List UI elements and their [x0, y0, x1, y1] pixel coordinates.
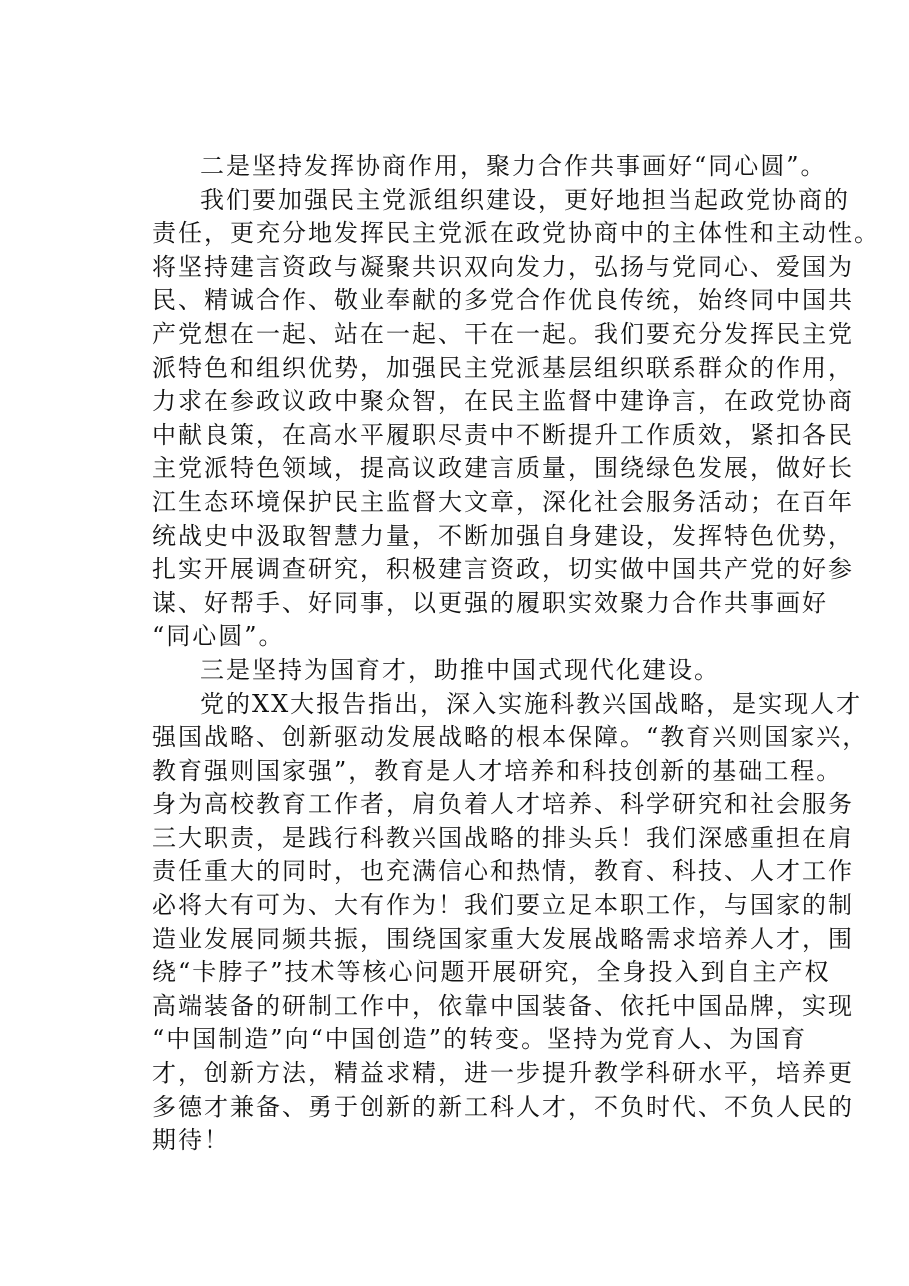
paragraph-line: 三大职责，是践行科教兴国战略的排头兵！我们深感重担在肩 [152, 823, 854, 852]
paragraph-line: “同心圆”。 [152, 622, 285, 651]
paragraph-line: 高端装备的研制工作中，依靠中国装备、依托中国品牌，实现 [152, 991, 854, 1020]
paragraph-line: “中国制造”向“中国创造”的转变。坚持为党育人、为国育 [152, 1025, 808, 1054]
paragraph-line: 身为高校教育工作者，肩负着人才培养、科学研究和社会服务 [152, 790, 854, 819]
paragraph-line: 绕“卡脖子”技术等核心问题开展研究，全身投入到自主产权 [152, 958, 831, 987]
paragraph-line: 期待！ [152, 1126, 230, 1155]
paragraph-line: 强国战略、创新驱动发展战略的根本保障。“教育兴则国家兴， [152, 723, 869, 752]
paragraph-line: 力求在参政议政中聚众智，在民主监督中建诤言，在政党协商 [152, 387, 854, 416]
paragraph-line: 谋、好帮手、好同事，以更强的履职实效聚力合作共事画好 [152, 588, 828, 617]
section-heading-3: 三是坚持为国育才，助推中国式现代化建设。 [200, 655, 720, 684]
paragraph-line: 派特色和组织优势，加强民主党派基层组织联系群众的作用， [152, 353, 854, 382]
paragraph-line: 江生态环境保护民主监督大文章，深化社会服务活动；在百年 [152, 487, 854, 516]
paragraph-line: 才，创新方法，精益求精，进一步提升教学科研水平，培养更 [152, 1059, 854, 1088]
paragraph-line: 我们要加强民主党派组织建设，更好地担当起政党协商的 [200, 185, 850, 214]
paragraph-line: 中献良策，在高水平履职尽责中不断提升工作质效，紧扣各民 [152, 420, 854, 449]
document-body [152, 150, 880, 1158]
paragraph-line: 教育强则国家强”，教育是人才培养和科技创新的基础工程。 [152, 756, 843, 785]
paragraph-line: 责任重大的同时，也充满信心和热情，教育、科技、人才工作 [152, 857, 854, 886]
paragraph-line: 党的XX大报告指出，深入实施科教兴国战略，是实现人才 [200, 689, 863, 718]
paragraph-line: 多德才兼备、勇于创新的新工科人才，不负时代、不负人民的 [152, 1092, 854, 1121]
paragraph-line: 民、精诚合作、敬业奉献的多党合作优良传统，始终同中国共 [152, 286, 854, 315]
paragraph-line: 扎实开展调查研究，积极建言资政，切实做中国共产党的好参 [152, 555, 854, 584]
paragraph-line: 造业发展同频共振，围绕国家重大发展战略需求培养人才，围 [152, 924, 854, 953]
paragraph-line: 责任，更充分地发挥民主党派在政党协商中的主体性和主动性。 [152, 219, 880, 248]
paragraph-line: 必将大有可为、大有作为！我们要立足本职工作，与国家的制 [152, 891, 854, 920]
paragraph-line: 统战史中汲取智慧力量，不断加强自身建设，发挥特色优势， [152, 521, 854, 550]
section-heading-2: 二是坚持发挥协商作用，聚力合作共事画好“同心圆”。 [200, 152, 827, 180]
paragraph-line: 将坚持建言资政与凝聚共识双向发力，弘扬与党同心、爱国为 [152, 252, 854, 281]
paragraph-line: 主党派特色领域，提高议政建言质量，围绕绿色发展，做好长 [152, 454, 854, 483]
paragraph-line: 产党想在一起、站在一起、干在一起。我们要充分发挥民主党 [152, 319, 854, 348]
